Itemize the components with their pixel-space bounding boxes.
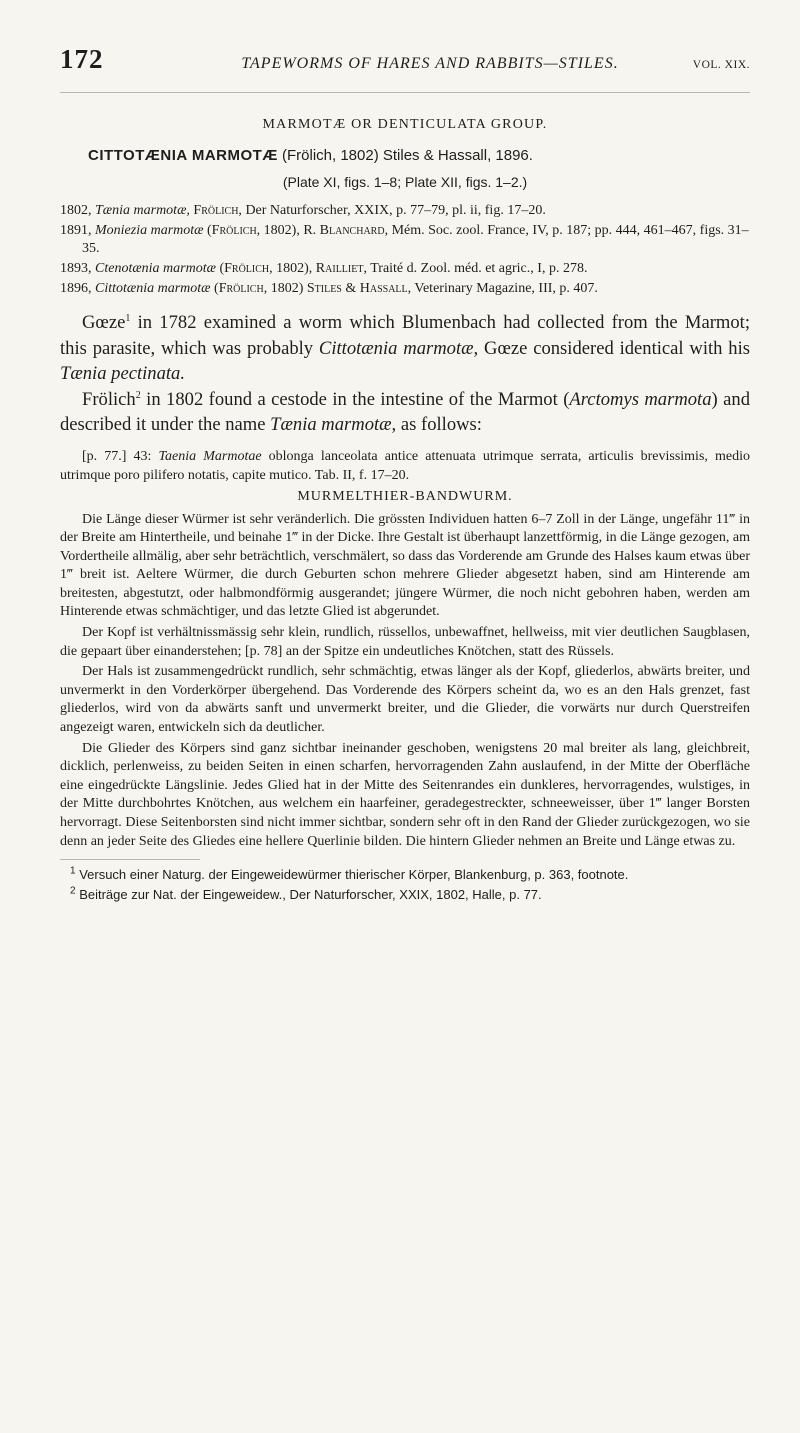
text-run: oblonga lanceolata antice attenuata utrimque serrata, articulis brevissimis, medio utrimque poro pilifero notatis, capite mutico. Tab. II, f. 17–20. <box>60 448 750 483</box>
synonym-year: 1896, <box>60 281 92 296</box>
text-run: as follows: <box>400 414 482 435</box>
text-run: Gœze <box>82 312 126 333</box>
body-paragraph-goeze <box>60 310 750 438</box>
synonym-name: Moniezia marmotæ <box>95 223 204 238</box>
synonym-year: 1802, <box>60 203 92 218</box>
latin-diagnosis <box>60 447 750 485</box>
text-run: in 1802 found a cestode in the intestine of the Marmot ( <box>146 388 570 410</box>
footnote-mark: 1 <box>70 865 76 877</box>
synonym-citation: Veterinary Magazine, III, p. 407. <box>414 281 598 296</box>
running-title: TAPEWORMS OF HARES AND RABBITS—STILES. <box>241 55 619 72</box>
taxon-name: Cittotænia marmotæ, <box>318 337 479 359</box>
taxon-name: Arctomys marmota <box>569 388 712 410</box>
german-paragraph: Die Glieder des Körpers sind ganz sichtbar ineinander geschoben, wenigstens 20 mal breiter als lang, gleichbreit, dicklich, perlenweiss, zu beiden Seiten in einen scharfen, hervorragenden Zahn auslaufend, in der Mitte der Oberfläche eine eingedrückte Längslinie. Jedes Glied hat in der Mitte des Seitenrandes ein dunkleres, hervorragendes, wulstiges, in der Mitte durchbohrtes Knötchen, aus welchem ein haarfeiner, geradegestreckter, schneeweisser, über 1‴ langer Borsten hervorragt. Diese Seitenborsten sind nicht immer sichtbar, sondern sehr oft in den Rand der Glieder zurückgezogen, wo sie denn an jeder Seite des Gliedes eine hellere Querlinie bilden. Die hintern Glieder nehmen an Breite und Länge etwas zu. <box>60 740 750 849</box>
species-header <box>88 147 750 164</box>
plates-reference: (Plate XI, figs. 1–8; Plate XII, figs. 1–2.) <box>282 174 528 190</box>
synonym-entry <box>60 222 750 258</box>
synonym-entry <box>60 260 750 278</box>
synonymy-list <box>60 202 750 298</box>
synonym-name: Cittotænia marmotæ <box>95 281 211 296</box>
text-run: ) and described it under the name <box>60 388 750 435</box>
synonym-citation: Mém. Soc. zool. France, IV, p. 187; pp. 444, 461–467, figs. 31–35. <box>82 223 749 256</box>
footnote-ref-1[interactable]: 1 <box>125 312 131 324</box>
footnote-1 <box>60 866 750 884</box>
species-authority: (Frölich, 1802) Stiles & Hassall, 1896. <box>282 147 533 164</box>
german-heading: MURMELTHIER-BANDWURM. <box>297 488 513 504</box>
synonym-author: (Frölich, 1802), Railliet, <box>219 261 367 276</box>
synonym-author: (Frölich, 1802), R. Blanchard, <box>207 223 389 238</box>
footnote-text: Beiträge zur Nat. der Eingeweidew., Der Naturforscher, XXIX, 1802, Halle, p. 77. <box>79 887 542 903</box>
synonym-author: Frölich, <box>193 203 242 218</box>
section-title: MARMOTÆ OR DENTICULATA GROUP. <box>262 117 548 132</box>
taxon-name: Tænia pectinata. <box>60 363 185 384</box>
text-run: [p. 77.] 43: <box>82 448 152 464</box>
german-paragraph: Die Länge dieser Würmer ist sehr veränderlich. Die grössten Individuen hatten 6–7 Zoll in der Länge, ungefähr 11‴ in der Breite am Hintertheile, und beinahe 1‴ in der Dicke. Ihre Gestalt ist überhaupt lanzettförmig, in die Länge gezogen, am Vordertheile allmälig, aber sehr beträchtlich, verschmälert, so dass das Vorderende am Grunde des Halses kaum etwas über 1‴ breit ist. Aeltere Würmer, die durch Geburten schon mehrere Glieder abgesetzt haben, sind am Hinterende am breitesten, abgestutzt, oder halbmondförmig ausgerandet; jüngere Würmer, die noch nicht gebohren haben, werden am Hinterende etwas schmächtiger, und das letzte Glied ist abgerundet. <box>60 511 750 620</box>
taxon-name: Tænia marmotæ, <box>270 414 397 435</box>
text-run: in 1782 examined a worm which Blumenbach had collected from the Marmot; this parasite, which was probably <box>60 312 750 359</box>
synonym-citation: Der Naturforscher, XXIX, p. 77–79, pl. ii, fig. 17–20. <box>245 203 546 218</box>
synonym-citation: Traité d. Zool. méd. et agric., I, p. 278. <box>370 261 588 276</box>
text-run: Gœze considered identical with his <box>484 337 750 359</box>
page-number: 172 <box>60 44 104 74</box>
species-name: CITTOTÆNIA MARMOTÆ <box>88 147 278 164</box>
synonym-year: 1891, <box>60 223 92 238</box>
text-run: Frölich <box>82 388 136 410</box>
synonym-entry <box>60 280 750 298</box>
page <box>60 44 750 906</box>
synonym-author: (Frölich, 1802) Stiles & Hassall, <box>214 281 412 296</box>
synonym-entry <box>60 202 750 220</box>
footnote-divider <box>60 859 200 860</box>
synonym-name: Tænia marmotæ, <box>95 203 190 218</box>
footnote-ref-2[interactable]: 2 <box>135 389 141 401</box>
volume-label: VOL. XIX. <box>692 59 750 71</box>
german-paragraph: Der Hals ist zusammengedrückt rundlich, sehr schmächtig, etwas länger als der Kopf, gliederlos, abwärts breiter, und unvermerkt in den Vorderkörper übergehend. Das Vorderende des Körpers scheint da, wo es an den Hals grenzet, fast gliederlos, wird von da abwärts sanft und unvermerkt breiter, und die Glieder, die vorwärts nur durch Querstreifen angezeigt waren, entwickeln sich da deutlicher. <box>60 664 750 736</box>
synonym-year: 1893, <box>60 261 92 276</box>
running-head <box>60 44 750 93</box>
synonym-name: Ctenotænia marmotæ <box>95 261 216 276</box>
footnote-2 <box>60 886 750 904</box>
footnote-text: Versuch einer Naturg. der Eingeweidewürmer thierischer Körper, Blankenburg, p. 363, footnote. <box>79 867 629 883</box>
taxon-name: Taenia Marmotae <box>158 448 262 464</box>
footnote-mark: 2 <box>70 885 76 897</box>
german-paragraph: Der Kopf ist verhältnissmässig sehr klein, rundlich, rüssellos, unbewaffnet, hellweiss, mit vier deutlichen Saugblasen, die gepaart über einanderstehen; [p. 78] an der Spitze ein undeutliches Knötchen, statt des Rüssels. <box>60 625 750 659</box>
